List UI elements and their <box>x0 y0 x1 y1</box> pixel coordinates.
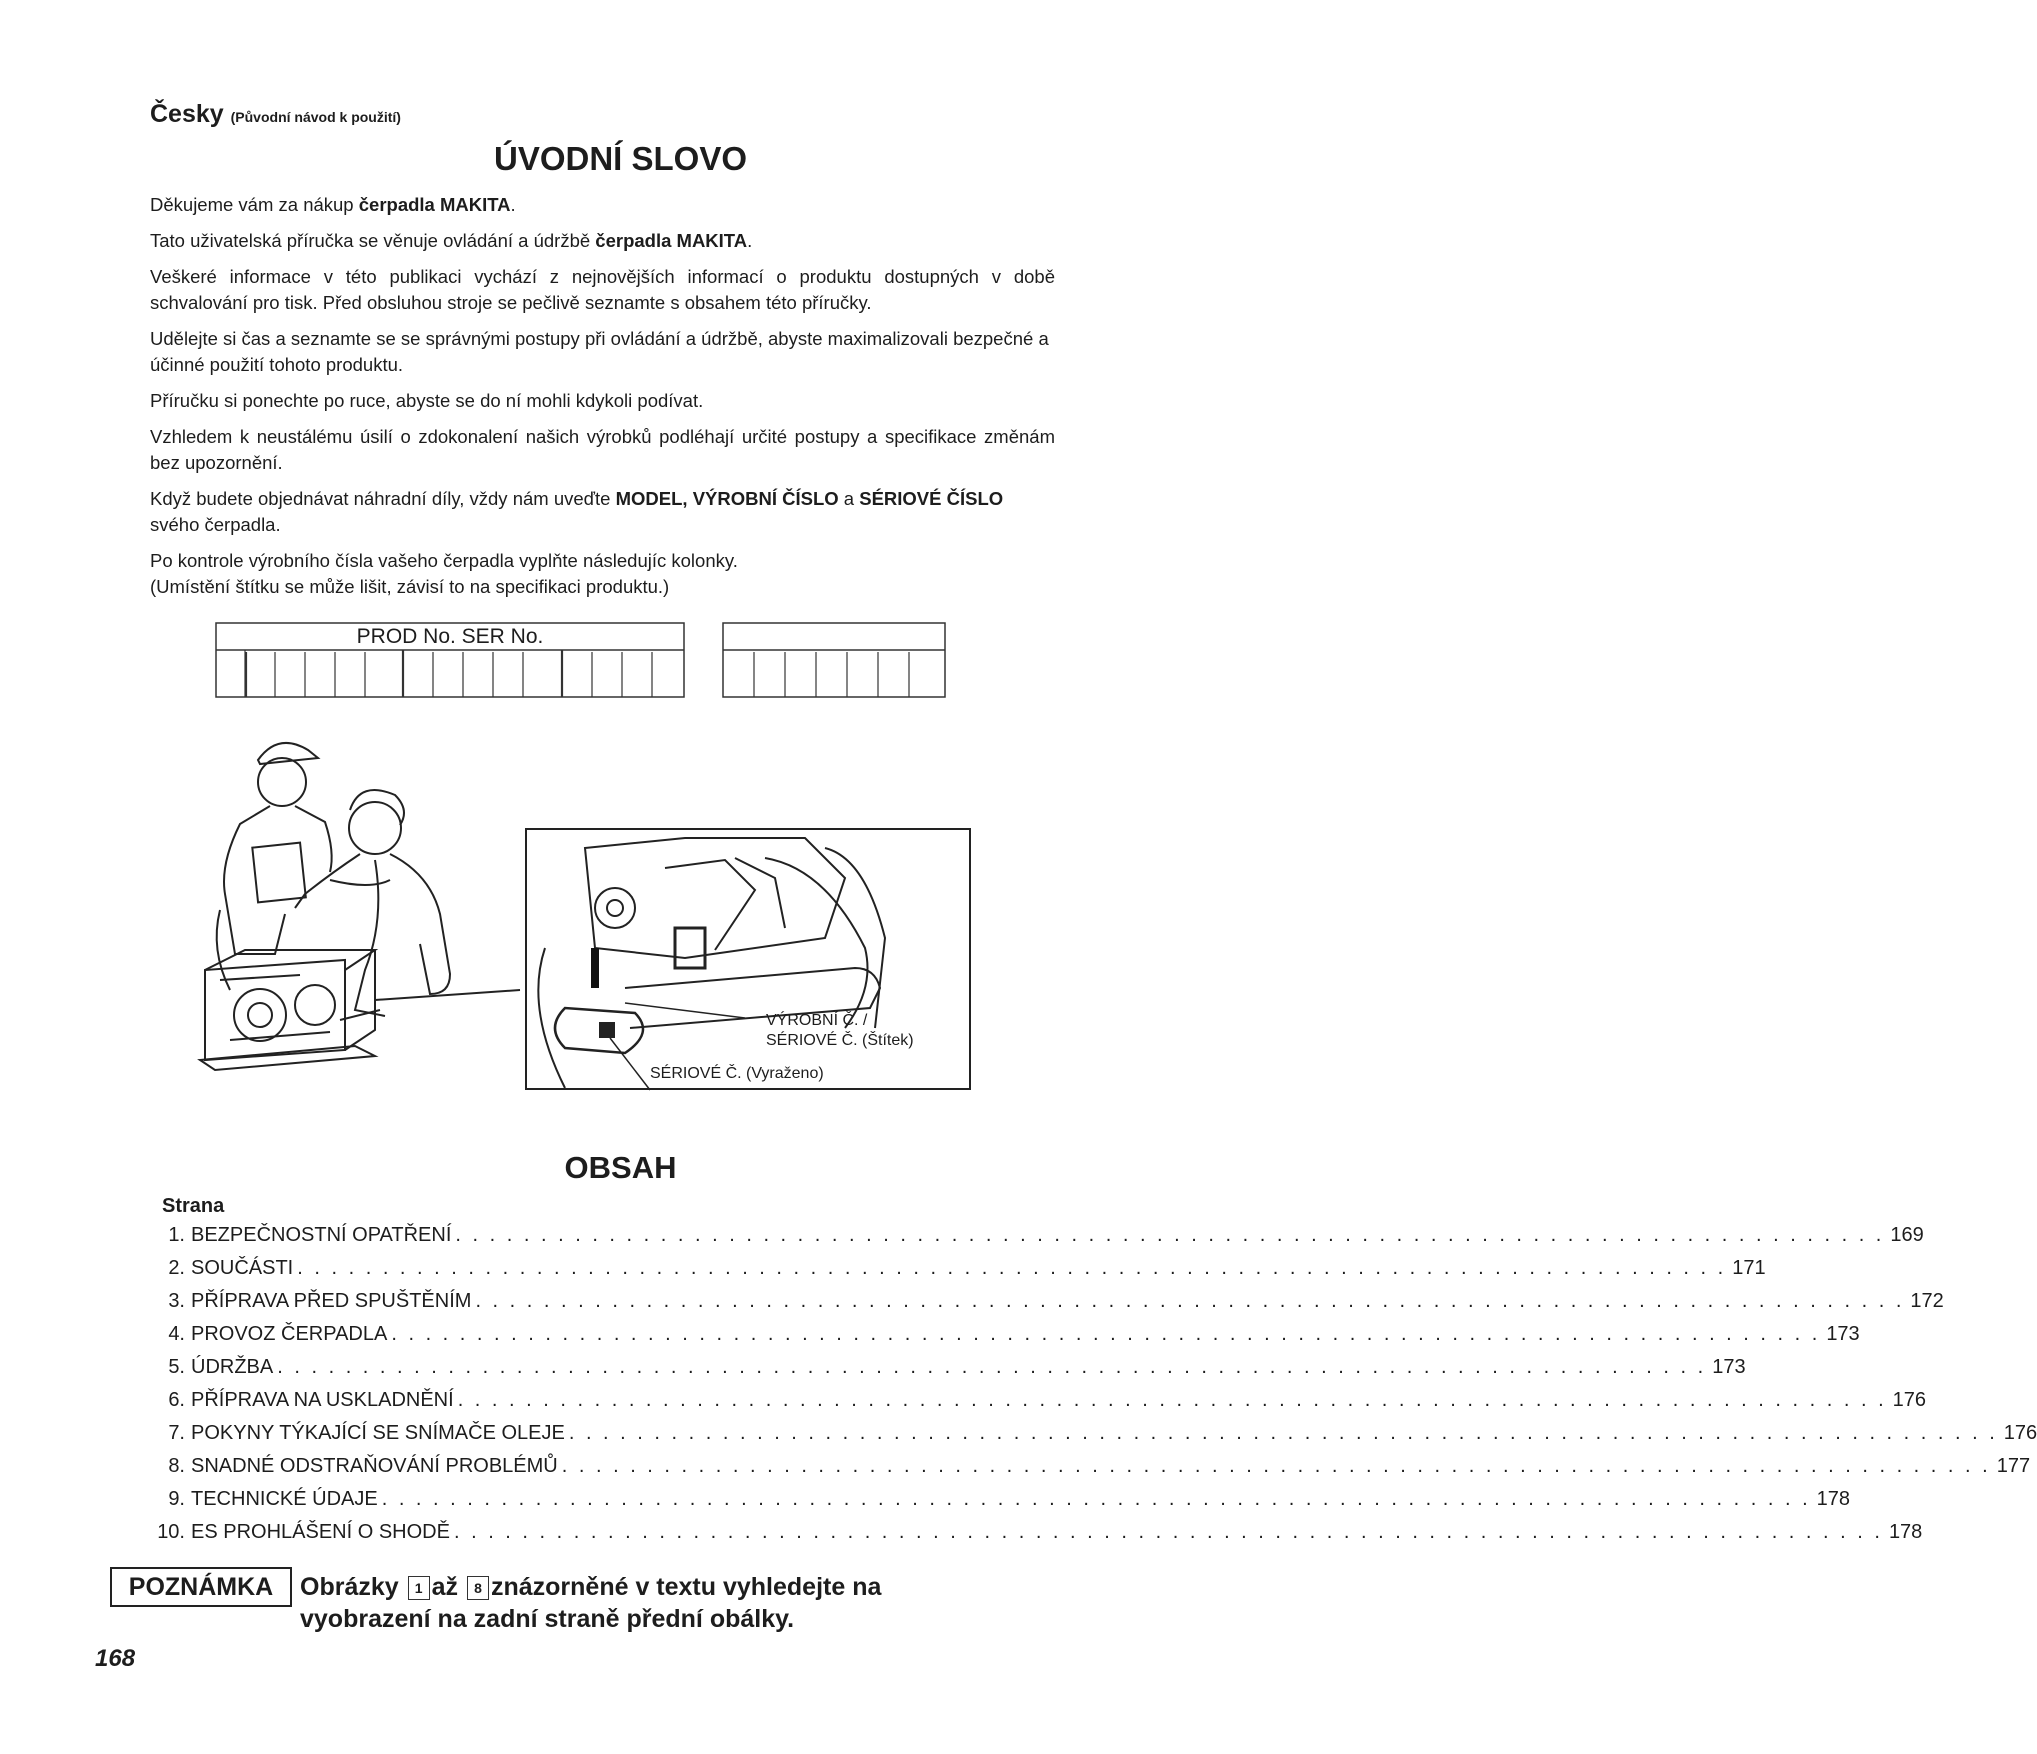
language-label: Česky <box>150 100 224 128</box>
serial-number-table <box>215 622 685 698</box>
figure-1-marker: 1 <box>408 1576 430 1600</box>
note-label: POZNÁMKA <box>110 1567 292 1607</box>
serial-number-box <box>722 622 946 698</box>
contents-page-heading: Strana <box>162 1195 225 1217</box>
serial-plate-label: SÉRIOVÉ Č. (Štítek) <box>766 1032 914 1049</box>
note-text: Obrázky 1 až 8 znázorněné v textu vyhledejte na vyobrazení na zadní straně přední obálky. <box>300 1573 882 1633</box>
toc-item: 6. PŘÍPRAVA NA USKLADNĚNÍ . . . . . . . . . . . . . . . . . . . . . . . . . . . . . . . . . . . . . . . . . . . . . . . . . . . . . . . . . . . . . . . . . . . . . . . . . . . . . . . . . . . . 176 <box>168 1389 1927 1411</box>
foreword-paragraph-5: Příručku si ponechte po ruce, abyste se do ní mohli kdykoli podívat. <box>150 390 704 411</box>
foreword-paragraph-8 <box>150 548 1055 600</box>
toc-item: 3. PŘÍPRAVA PŘED SPUŠTĚNÍM . . . . . . . . . . . . . . . . . . . . . . . . . . . . . . . . . . . . . . . . . . . . . . . . . . . . . . . . . . . . . . . . . . . . . . . . . . . . . . . . . . . . 172 <box>168 1290 1944 1312</box>
foreword-title: ÚVODNÍ SLOVO <box>493 140 748 177</box>
toc-item: 5. ÚDRŽBA . . . . . . . . . . . . . . . . . . . . . . . . . . . . . . . . . . . . . . . . . . . . . . . . . . . . . . . . . . . . . . . . . . . . . . . . . . . . . . . . . . . . 173 <box>168 1356 1746 1378</box>
page-number: 168 <box>95 1645 136 1672</box>
serial-box-grid <box>722 622 946 698</box>
toc-item: 9. TECHNICKÉ ÚDAJE . . . . . . . . . . . . . . . . . . . . . . . . . . . . . . . . . . . . . . . . . . . . . . . . . . . . . . . . . . . . . . . . . . . . . . . . . . . . . . . . . . . . 178 <box>168 1488 1851 1510</box>
production-number-label: VÝROBNÍ Č. / <box>766 1012 868 1029</box>
foreword-paragraph-1: Děkujeme vám za nákup čerpadla MAKITA. <box>150 194 516 215</box>
toc-item: 7. POKYNY TÝKAJÍCÍ SE SNÍMAČE OLEJE . . . . . . . . . . . . . . . . . . . . . . . . . . . . . . . . . . . . . . . . . . . . . . . . . . . . . . . . . . . . . . . . . . . . . . . . . . . . . . . . . . . . 176 <box>168 1422 2037 1444</box>
figure-8-marker: 8 <box>467 1576 489 1600</box>
toc-item: 8. SNADNÉ ODSTRAŇOVÁNÍ PROBLÉMŮ . . . . . . . . . . . . . . . . . . . . . . . . . . . . . . . . . . . . . . . . . . . . . . . . . . . . . . . . . . . . . . . . . . . . . . . . . . . . . . . . . . . . 177 <box>168 1455 2031 1477</box>
toc-item: 4. PROVOZ ČERPADLA . . . . . . . . . . . . . . . . . . . . . . . . . . . . . . . . . . . . . . . . . . . . . . . . . . . . . . . . . . . . . . . . . . . . . . . . . . . . . . . . . . . . 173 <box>168 1323 1860 1345</box>
foreword-paragraph-4: Udělejte si čas a seznamte se se správnými postupy při ovládání a údržbě, abyste maximalizovali bezpečné a účinné použití tohoto produktu. <box>150 328 1049 375</box>
foreword-paragraph-3: Veškeré informace v této publikaci vychází z nejnovějších informací o produktu dostupných v době schvalování pro tisk. Před obsluhou stroje se pečlivě seznamte s obsahem této příručky. <box>150 266 1055 313</box>
people-pump-drawing <box>200 720 520 1070</box>
instruction-line: Po kontrole výrobního čísla vašeho čerpadla vyplňte následujíc kolonky. <box>150 550 738 571</box>
serial-stamped-label: SÉRIOVÉ Č. (Vyraženo) <box>650 1065 824 1082</box>
language-note: (Původní návod k použití) <box>230 109 401 125</box>
foreword-paragraph-6: Vzhledem k neustálému úsilí o zdokonalení našich výrobků podléhají určité postupy a specifikace změnám bez upozornění. <box>150 426 1055 473</box>
toc-item: 10. ES PROHLÁŠENÍ O SHODĚ . . . . . . . . . . . . . . . . . . . . . . . . . . . . . . . . . . . . . . . . . . . . . . . . . . . . . . . . . . . . . . . . . . . . . . . . . . . . . . . . . . . . 178 <box>157 1521 1923 1543</box>
toc-item: 2. SOUČÁSTI . . . . . . . . . . . . . . . . . . . . . . . . . . . . . . . . . . . . . . . . . . . . . . . . . . . . . . . . . . . . . . . . . . . . . . . . . . . . . . . . . . . . 171 <box>168 1257 1766 1279</box>
language-header <box>150 100 401 129</box>
serial-location-detail <box>525 828 971 1090</box>
foreword-paragraph-7: Když budete objednávat náhradní díly, vždy nám uveďte MODEL, VÝROBNÍ ČÍSLO a SÉRIOVÉ ČÍSLO svého čerpadla. <box>150 488 1004 535</box>
contents-title: OBSAH <box>564 1150 677 1185</box>
table-of-contents <box>150 1224 2037 1543</box>
instruction-note: (Umístění štítku se může lišit, závisí to na specifikaci produktu.) <box>150 576 670 597</box>
foreword-paragraph-2: Tato uživatelská příručka se věnuje ovládání a údržbě čerpadla MAKITA. <box>150 230 753 251</box>
toc-item: 1. BEZPEČNOSTNÍ OPATŘENÍ . . . . . . . . . . . . . . . . . . . . . . . . . . . . . . . . . . . . . . . . . . . . . . . . . . . . . . . . . . . . . . . . . . . . . . . . . . . . . . . . . . . . 169 <box>168 1224 1924 1246</box>
serial-table-header: PROD No. SER No. <box>356 625 544 648</box>
operators-with-pump-illustration <box>200 720 520 1070</box>
